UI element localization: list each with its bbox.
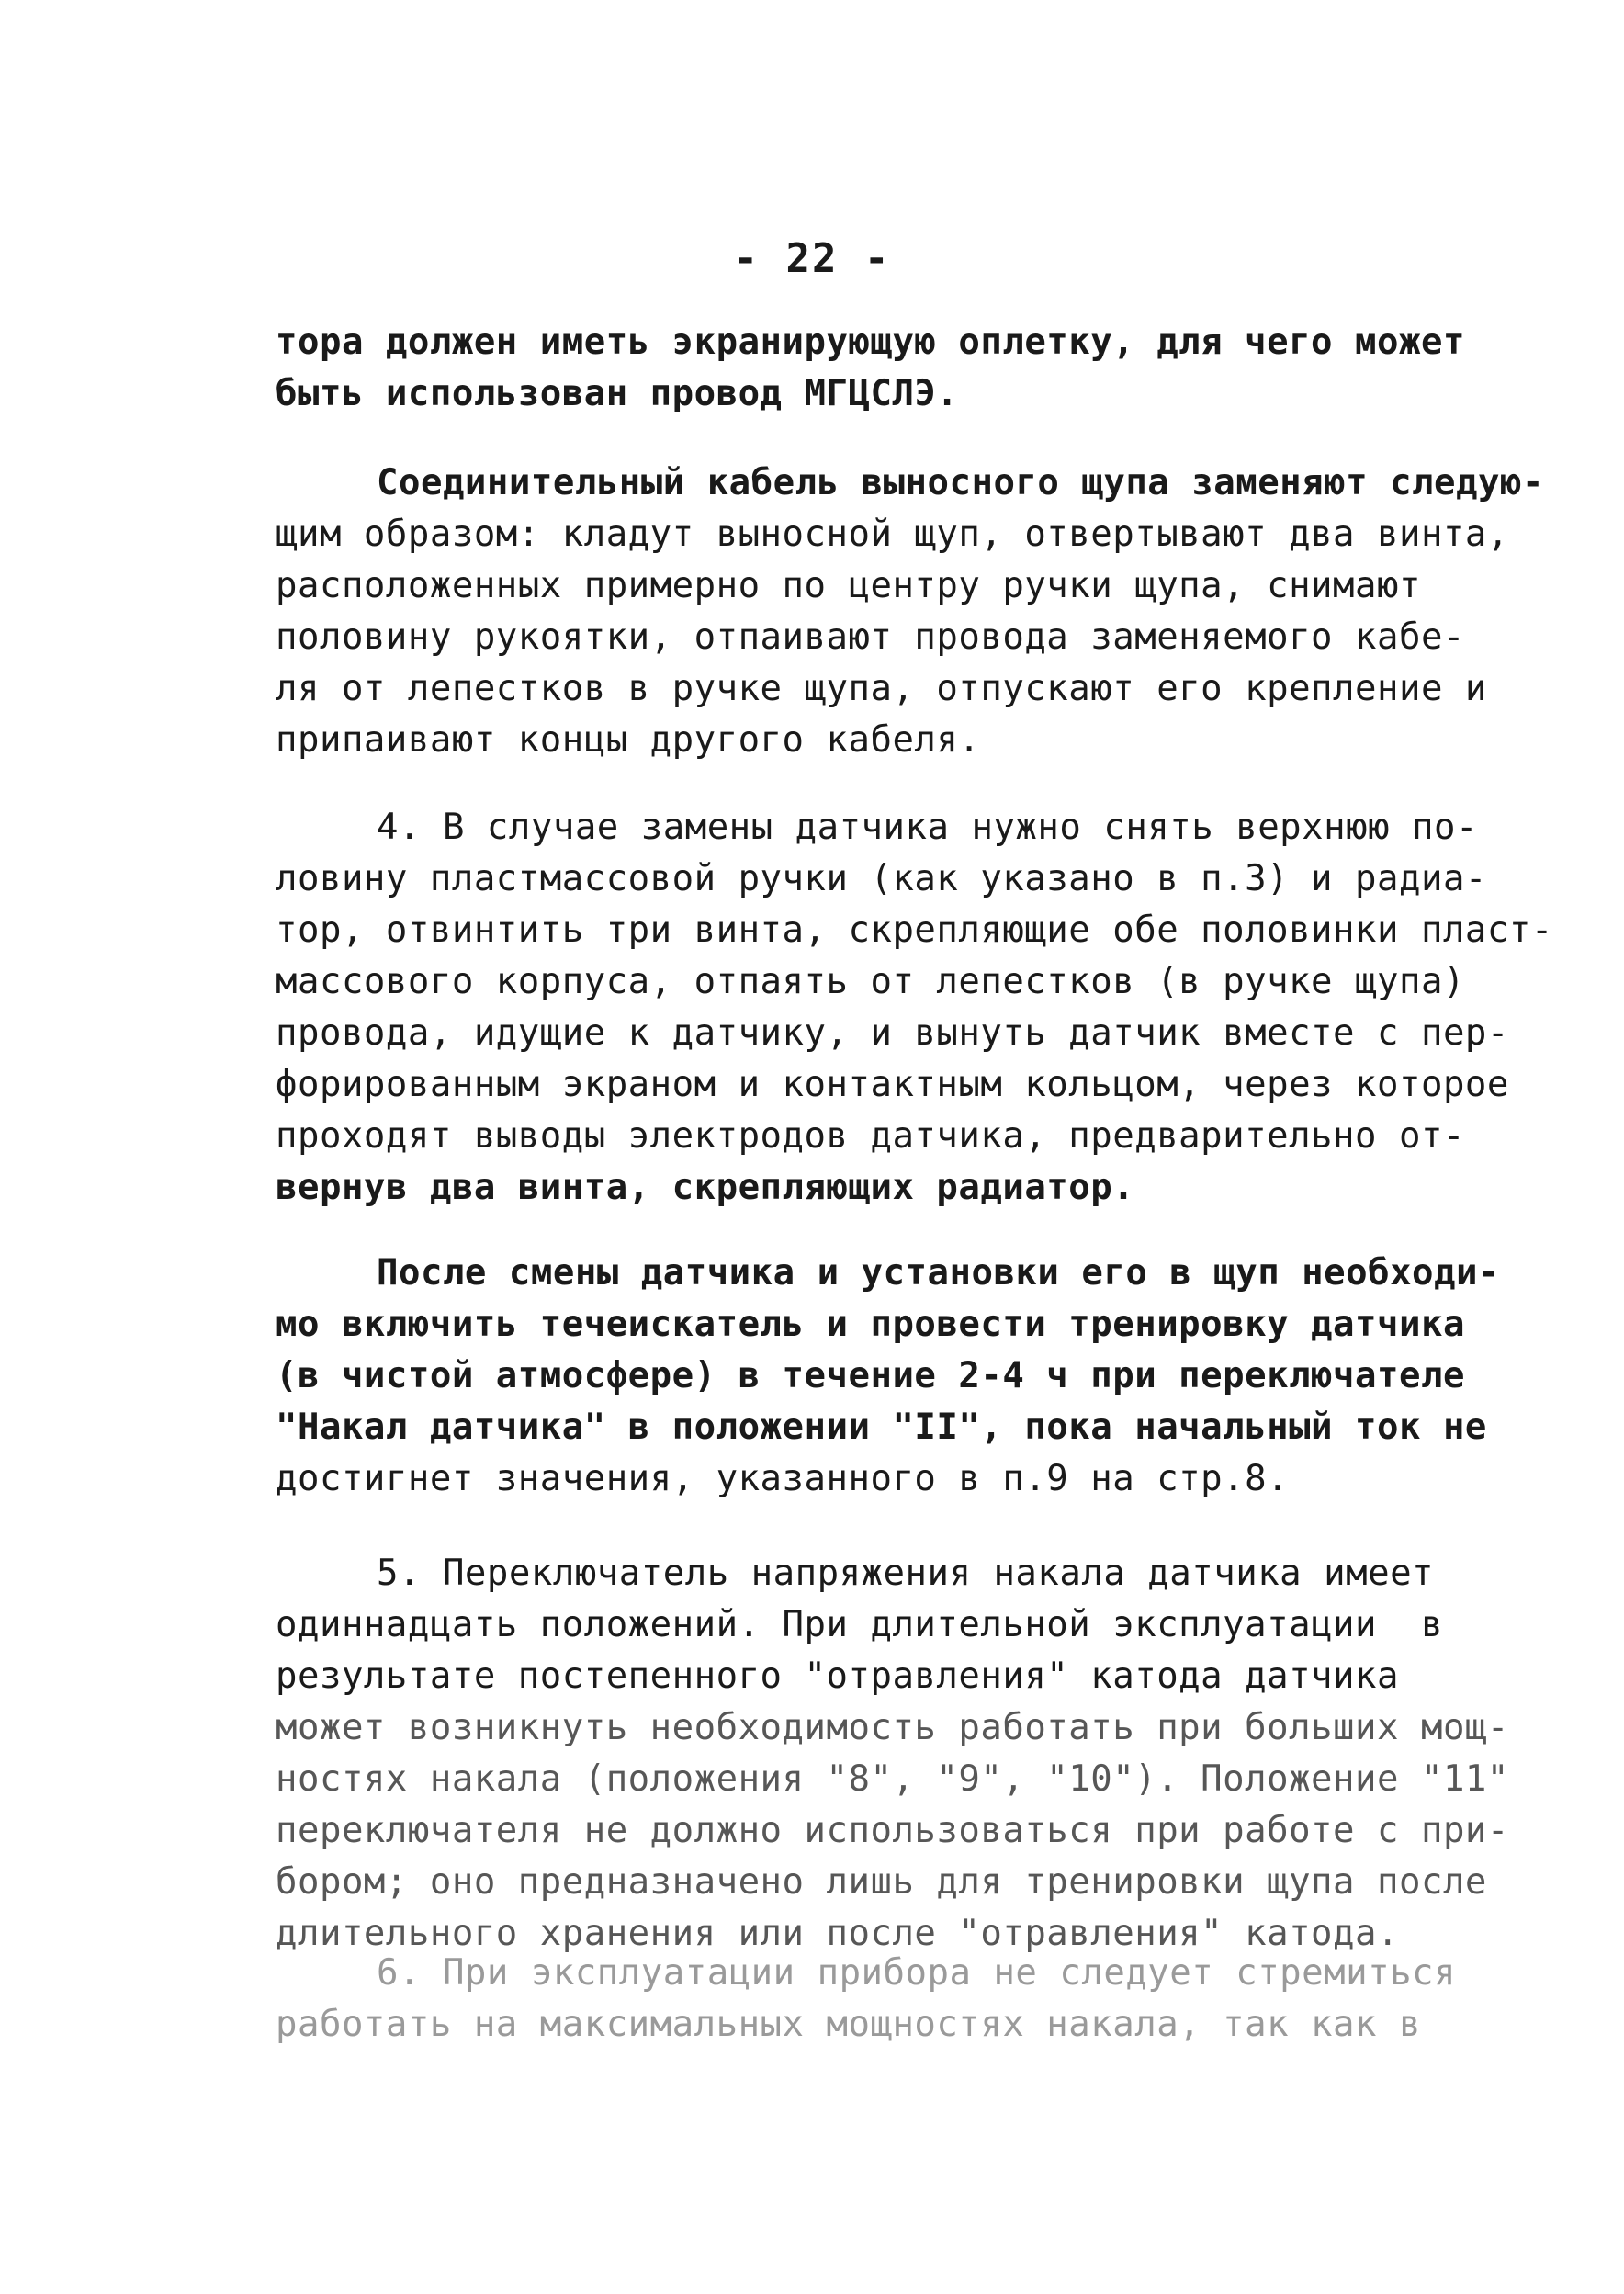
- text-line: ностях накала (положения "8", "9", "10"). Положение "11": [276, 1758, 1509, 1800]
- text-line: (в чистой атмосфере) в течение 2-4 ч при переключателе: [276, 1355, 1465, 1396]
- text-line: быть использован провод МГЦСЛЭ.: [276, 373, 959, 414]
- text-line: работать на максимальных мощностях накала, так как в: [276, 2004, 1421, 2045]
- text-line: бором; оно предназначено лишь для тренировки щупа после: [276, 1861, 1487, 1903]
- text-line: форированным экраном и контактным кольцом, через которое: [276, 1064, 1509, 1105]
- paragraph-5: [276, 1548, 1525, 1960]
- text-line: "Накал датчика" в положении "II", пока начальный ток не: [276, 1407, 1487, 1448]
- paragraph-6: [276, 1948, 1525, 2051]
- paragraph-1: [276, 317, 1525, 420]
- text-line: тора должен иметь экранирующую оплетку, для чего может: [276, 322, 1465, 363]
- text-line: переключателя не должно использоваться при работе с при-: [276, 1810, 1509, 1851]
- text-line: После смены датчика и установки его в щуп необходи-: [377, 1252, 1500, 1294]
- text-line: проходят выводы электродов датчика, предварительно от-: [276, 1115, 1465, 1157]
- text-line: расположенных примерно по центру ручки щупа, снимают: [276, 565, 1421, 606]
- text-line: припаивают концы другого кабеля.: [276, 719, 981, 761]
- text-line: тор, отвинтить три винта, скрепляющие обе половинки пласт-: [276, 910, 1553, 951]
- text-line: вернув два винта, скрепляющих радиатор.: [276, 1167, 1135, 1208]
- text-line: ля от лепестков в ручке щупа, отпускают его крепление и: [276, 668, 1487, 709]
- paragraph-2: [276, 458, 1544, 766]
- text-line: массового корпуса, отпаять от лепестков (в ручке щупа): [276, 961, 1465, 1002]
- text-line: ловину пластмассовой ручки (как указано в п.3) и радиа-: [276, 858, 1487, 899]
- text-line: мо включить течеискатель и провести тренировку датчика: [276, 1304, 1465, 1345]
- paragraph-4: [276, 1248, 1525, 1505]
- page-number: - 22 -: [733, 235, 891, 282]
- text-line: щим образом: кладут выносной щуп, отвертывают два винта,: [276, 514, 1509, 555]
- text-line: одиннадцать положений. При длительной эксплуатации в: [276, 1604, 1443, 1645]
- text-line: 5. Переключатель напряжения накала датчика имеет: [377, 1553, 1435, 1594]
- text-line: половину рукоятки, отпаивают провода заменяемого кабе-: [276, 616, 1465, 658]
- text-line: длительного хранения или после "отравления" катода.: [276, 1913, 1399, 1954]
- text-line: Соединительный кабель выносного щупа заменяют следую-: [377, 462, 1544, 503]
- text-line: может возникнуть необходимость работать при больших мощ-: [276, 1707, 1509, 1748]
- text-line: провода, идущие к датчику, и вынуть датчик вместе с пер-: [276, 1012, 1509, 1054]
- text-line: достигнет значения, указанного в п.9 на стр.8.: [276, 1458, 1290, 1499]
- paragraph-3: [276, 802, 1553, 1214]
- text-line: результате постепенного "отравления" катода датчика: [276, 1656, 1399, 1697]
- text-line: 6. При эксплуатации прибора не следует стремиться: [377, 1952, 1457, 1994]
- text-line: 4. В случае замены датчика нужно снять верхнюю по-: [377, 807, 1478, 848]
